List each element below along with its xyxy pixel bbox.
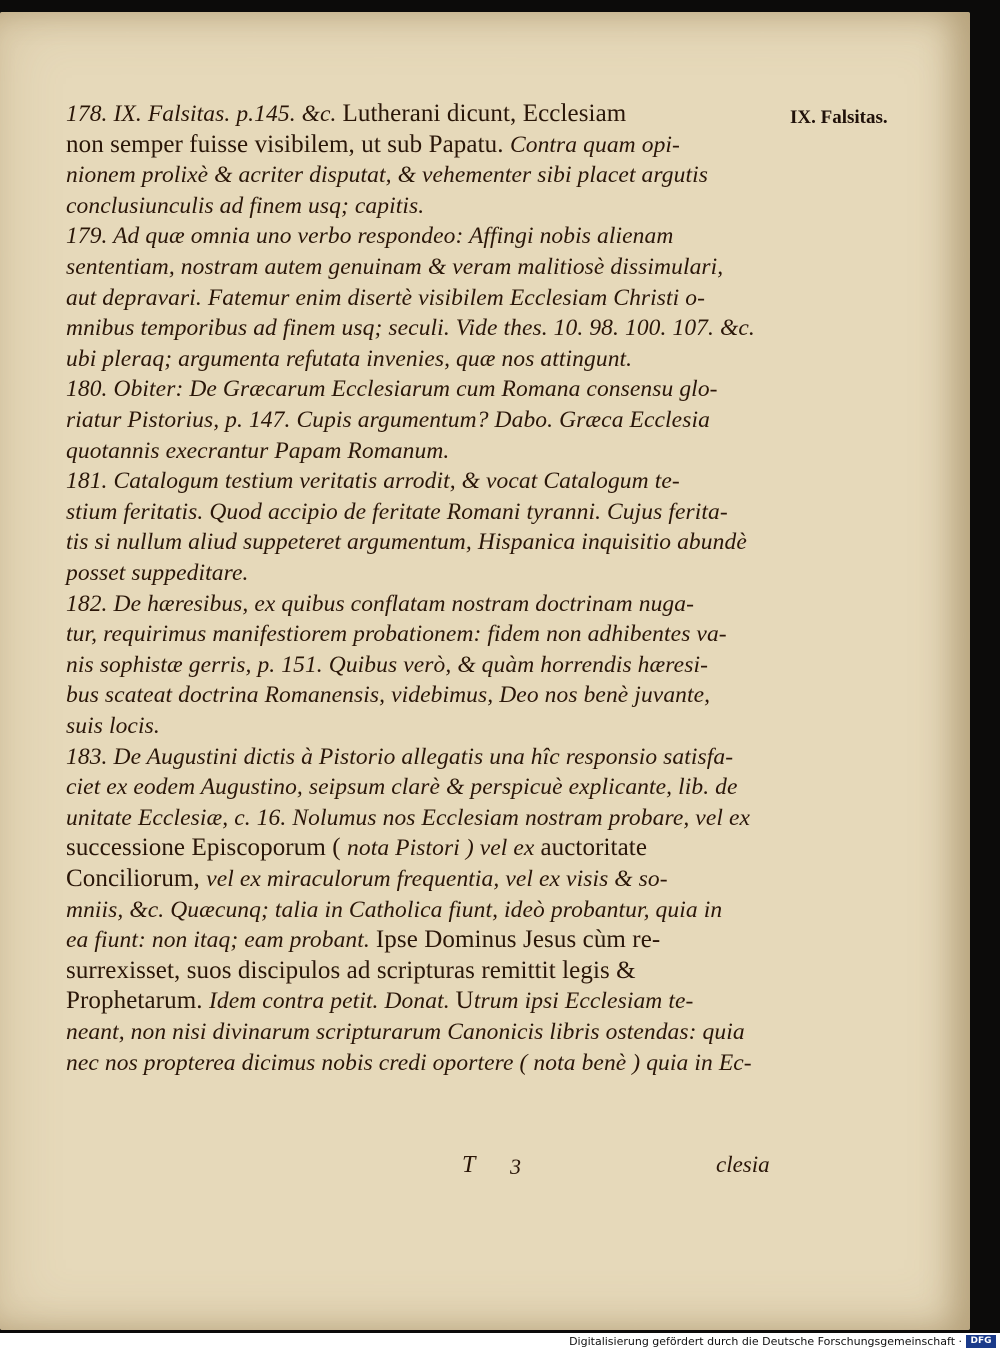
text-line xyxy=(66,925,660,955)
text-line xyxy=(66,772,738,802)
italic-run: riatur Pistorius, p. 147. Cupis argumentum? Dabo. Græca Ecclesia xyxy=(66,407,710,433)
roman-run: Lutherani dicunt, Ecclesiam xyxy=(342,100,627,127)
text-line xyxy=(66,221,673,251)
italic-run: bus scateat doctrina Romanensis, videbimus, Deo nos benè juvante, xyxy=(66,682,711,709)
italic-run: neant, non nisi divinarum scripturarum Canonicis libris ostendas: quia xyxy=(66,1019,745,1045)
italic-run: 181. Catalogum testium veritatis arrodit, & vocat Catalogum te- xyxy=(66,468,680,495)
italic-run: mnibus temporibus ad finem usq; seculi. Vide thes. 10. 98. 100. 107. &c. xyxy=(66,315,755,342)
text-line xyxy=(66,742,733,772)
text-line xyxy=(66,833,647,863)
marginal-note: IX. Falsitas. xyxy=(790,107,888,128)
italic-run: ciet ex eodem Augustino, seipsum clarè & perspicuè explicante, lib. de xyxy=(66,774,738,801)
italic-run: nota Pistori ) vel ex xyxy=(347,835,541,862)
italic-run: 183. De Augustini dictis à Pistorio allegatis una hîc responsio satisfa- xyxy=(66,743,734,770)
roman-run: surrexisset, suos discipulos ad scripturas remittit legis & xyxy=(66,956,636,984)
italic-run: nionem prolixè & acriter disputat, & vehementer sibi placet argutis xyxy=(66,162,708,189)
book-page xyxy=(0,12,970,1330)
dfg-logo-icon: DFG xyxy=(966,1335,996,1348)
text-line xyxy=(66,711,160,741)
italic-run: ubi pleraq; argumenta refutata invenies, quæ nos attingunt. xyxy=(66,345,633,372)
footer-credit: Digitalisierung gefördert durch die Deutsche Forschungsgemeinschaft · xyxy=(569,1335,962,1348)
text-line xyxy=(66,466,680,496)
italic-run: aut depravari. Fatemur enim disertè visibilem Ecclesiam Christi o- xyxy=(66,284,706,311)
italic-run: conclusiunculis ad finem usq; capitis. xyxy=(66,192,425,219)
text-line xyxy=(66,558,249,588)
text-line xyxy=(66,313,755,343)
italic-run: 182. De hæresibus, ex quibus conflatam nostram doctrinam nuga- xyxy=(66,590,695,617)
footer-bar xyxy=(0,1333,1000,1351)
catchword: clesia xyxy=(716,1152,770,1177)
italic-run: tis si nullum aliud suppeteret argumentum, Hispanica inquisitio abundè xyxy=(66,529,747,556)
text-line xyxy=(66,619,727,649)
roman-run: Ipse Dominus Jesus cùm re- xyxy=(375,926,661,954)
italic-run: 179. Ad quæ omnia uno verbo respondeo: Affingi nobis alienam xyxy=(66,223,674,250)
italic-run: 178. IX. Falsitas. p.145. &c. xyxy=(66,101,343,127)
roman-run: auctoritate xyxy=(540,834,648,862)
italic-run: stium feritatis. Quod accipio de feritate Romani tyranni. Cujus ferita- xyxy=(66,498,728,525)
text-line xyxy=(66,405,710,435)
italic-run: nec nos propterea dicimus nobis credi oportere ( nota benè ) quia in Ec- xyxy=(66,1049,752,1076)
italic-run: nis sophistæ gerris, p. 151. Quibus verò, & quàm horrendis hæresi- xyxy=(66,651,708,678)
signature-number: 3 xyxy=(510,1154,521,1179)
italic-run: ea fiunt: non itaq; eam probant. xyxy=(66,927,376,954)
italic-run: tur, requirimus manifestiorem probationem: fidem non adhibentes va- xyxy=(66,621,727,648)
text-line xyxy=(66,99,626,129)
text-line xyxy=(66,344,632,374)
roman-run: successione Episcoporum ( xyxy=(66,834,348,862)
italic-run: unitate Ecclesiæ, c. 16. Nolumus nos Ecclesiam nostram probare, vel ex xyxy=(66,804,751,831)
italic-run: quotannis execrantur Papam Romanum. xyxy=(66,437,450,464)
roman-run: non semper fuisse visibilem, ut sub Papatu. xyxy=(66,130,510,158)
text-line xyxy=(66,252,723,282)
text-line xyxy=(66,895,722,925)
text-line xyxy=(66,864,668,894)
text-line xyxy=(66,986,693,1016)
text-line xyxy=(66,589,694,619)
italic-run: trum ipsi Ecclesiam te- xyxy=(473,988,694,1015)
text-line xyxy=(66,527,747,557)
text-line xyxy=(66,160,708,190)
signature-mark: T xyxy=(462,1152,476,1178)
text-line xyxy=(66,650,708,680)
text-line xyxy=(66,374,718,404)
text-line xyxy=(66,497,728,527)
text-line xyxy=(66,1048,752,1078)
italic-run: vel ex miraculorum frequentia, vel ex visis & so- xyxy=(206,866,668,892)
text-line xyxy=(66,130,680,160)
text-line xyxy=(66,803,750,833)
text-line xyxy=(66,1017,745,1047)
roman-run: Prophetarum. xyxy=(66,987,209,1015)
text-line xyxy=(66,436,449,466)
italic-run: Idem contra petit. Donat. xyxy=(208,988,456,1015)
text-line xyxy=(66,956,636,986)
italic-run: Contra quam opi- xyxy=(509,131,680,158)
italic-run: 180. Obiter: De Græcarum Ecclesiarum cum Romana consensu glo- xyxy=(66,376,718,403)
roman-run: U xyxy=(455,987,474,1015)
italic-run: sententiam, nostram autem genuinam & veram malitiosè dissimulari, xyxy=(66,254,724,280)
roman-run: Conciliorum, xyxy=(66,865,207,892)
text-line xyxy=(66,191,424,221)
text-line xyxy=(66,283,705,313)
italic-run: posset suppeditare. xyxy=(66,560,249,586)
text-line xyxy=(66,680,710,710)
italic-run: suis locis. xyxy=(66,713,160,739)
italic-run: mniis, &c. Quæcunq; talia in Catholica fiunt, ideò probantur, quia in xyxy=(66,896,723,923)
